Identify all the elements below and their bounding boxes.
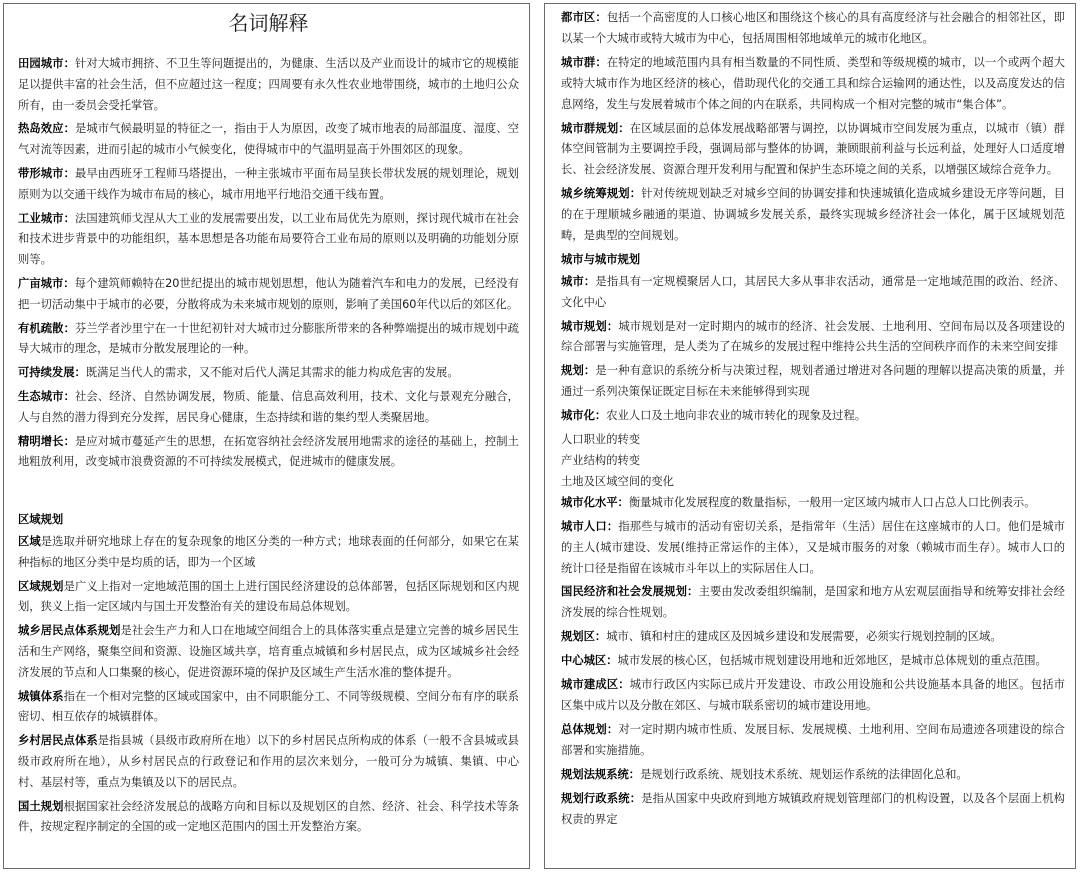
term-label: 生态城市	[18, 389, 64, 403]
terms-list-city-planning	[561, 272, 1065, 427]
term-separator: ：	[595, 55, 607, 69]
term-definition: 是选取并研究地球上存在的复杂现象的地区分类的一种方式；地球表面的任何部分，如果它在某种指标的地区分类中是均质的话，即为一个区域	[18, 534, 519, 569]
term-entry	[561, 53, 1065, 116]
term-separator: ：	[595, 11, 607, 24]
term-separator: ：	[606, 319, 619, 333]
term-separator: ：	[606, 654, 618, 668]
term-definition: 针对传统规划缺乏对城乡空间的协调安排和快速城镇化造成城乡建设无序等问题，目的在于理顺城乡融通的渠道、协调城乡发展关系，最终实现城乡经济社会一体化，属于区域规划范畴，是典型的空间规划。	[561, 187, 1065, 243]
term-definition: 芬兰学者沙里宁在一十世纪初针对大城市过分膨胀所带来的各种弊端提出的城市规划中疏导大城市的理念，是城市分散发展理论的一种。	[18, 321, 519, 356]
term-definition: 最早由西班牙工程师马塔提出，一种主张城市平面布局呈狭长带状发展的规划理论，规划原则为以交通干线作为城市布局的核心，城市用地平行地沿交通干线布置。	[18, 166, 519, 201]
term-separator: ：	[583, 364, 596, 378]
term-entry	[18, 274, 519, 316]
term-separator: ：	[594, 409, 607, 423]
term-label: 规划行政系统	[561, 791, 630, 805]
term-definition: 城市、镇和村庄的建成区及因城乡建设和发展需要，必须实行规划控制的区域。	[606, 630, 1002, 644]
term-label: 精明增长	[18, 434, 64, 448]
term-label: 规划区	[561, 630, 595, 644]
term-label: 区域规划	[18, 579, 64, 593]
term-definition: 社会、经济、自然协调发展，物质、能量、信息高效利用，技术、文化与景观充分融合，人与自然的潜力得到充分发挥，居民身心健康，生态持续和谐的集约型人类聚居地。	[18, 389, 519, 424]
term-entry	[561, 493, 1065, 514]
term-entry	[18, 532, 519, 574]
term-definition: 城市规划是对一定时期内的城市的经济、社会发展、土地利用、空间布局以及各项建设的综合部署与实施管理，是人类为了在城乡的发展过程中维持公共生活的空间秩序而作的未来空间安排	[561, 319, 1065, 354]
spacer	[18, 476, 519, 510]
term-label: 城市	[561, 274, 584, 288]
term-definition: 对一定时期内城市性质、发展目标、发展规模、土地利用、空间布局遗迹各项建设的综合部署和实施措施。	[561, 722, 1065, 757]
term-definition: 是指具有一定规模聚居人口，其居民大多从事非农活动，通常是一定地域范围的政治、经济、文化中心	[561, 274, 1065, 309]
right-page	[544, 3, 1076, 869]
term-definition: 是指县城（县级市政府所在地）以下的乡村居民点所构成的体系（一般不含县城或县级市政府所在地），从乡村居民点的行政登记和作用的层次来划分，一般可分为城镇、集镇、中心村、基层村等，重点为集镇及以下的居民点。	[18, 734, 519, 789]
term-definition: 是城市气候最明显的特征之一，指由于人为原因，改变了城市地表的局部温度、湿度、空气对流等因素，进而引起的城市小气候变化，使得城市中的气温明显高于外围郊区的现象。	[18, 122, 519, 157]
term-label: 城乡统筹规划	[561, 187, 630, 201]
term-entry	[18, 319, 519, 361]
term-label: 城市化	[561, 409, 595, 423]
term-separator: ：	[618, 121, 630, 135]
term-definition: 在特定的地域范围内具有相当数量的不同性质、类型和等级规模的城市，以一个或两个超大或特大城市作为地区经济的核心，借助现代化的交通工具和综合运输网的通达性，以及高度发达的信息网络，发生与发展着城市个体之间的内在联系，共同构成一个相对完整的城市“集合体”。	[561, 55, 1065, 111]
term-entry	[561, 720, 1065, 762]
term-separator: ：	[63, 57, 75, 70]
term-definition: 法国建筑师戈涅从大工业的发展需要出发，以工业布局优先为原则，探讨现代城市在社会和技术进步背景中的功能组织，基本思想是各功能布局要符合工业布局的原则以及明确的功能划分原则等。	[18, 211, 519, 267]
term-entry	[18, 209, 519, 271]
terms-list-regional-planning	[18, 532, 519, 838]
term-definition: 衡量城市化发展程度的数量指标，一般用一定区域内城市人口占总人口比例表示。	[628, 495, 1036, 509]
term-separator: ：	[63, 276, 75, 290]
term-entry	[561, 272, 1065, 314]
term-label: 城市群	[561, 55, 596, 69]
term-entry	[18, 687, 519, 729]
term-entry	[561, 317, 1065, 359]
term-definition: 根据国家社会经济发展总的战略方向和目标以及规划区的自然、经济、社会、科学技术等条件，按规定程序制定的全国的或一定地区范围内的国土开发整治方案。	[18, 799, 519, 834]
term-label: 城市群规划	[561, 121, 619, 135]
term-label: 规划	[561, 364, 584, 378]
term-label: 田园城市	[18, 57, 64, 70]
section-header-city-planning: 城市与城市规划	[561, 252, 641, 266]
term-separator: ：	[63, 166, 75, 180]
term-separator: ：	[594, 630, 607, 644]
term-entry	[18, 577, 519, 619]
term-entry	[18, 621, 519, 683]
term-definition: 既满足当代人的需求，又不能对后代人满足其需求的能力构成危害的发展。	[85, 366, 459, 380]
term-entry	[561, 789, 1065, 831]
term-separator: ：	[63, 389, 75, 403]
term-definition: 包括一个高密度的人口核心地区和围绕这个核心的具有高度经济与社会融合的相邻社区，即以某一个大城市或特大城市为中心，包括周围相邻地域单元的城市化地区。	[561, 11, 1065, 45]
term-definition: 是指从国家中央政府到地方城镇政府规划管理部门的机构设置，以及各个层面上机构权责的界定	[561, 791, 1065, 826]
term-entry	[18, 387, 519, 429]
term-separator: ：	[687, 585, 699, 599]
term-separator: ：	[629, 187, 642, 201]
term-entry	[18, 432, 519, 474]
term-label: 热岛效应	[18, 122, 64, 136]
urbanization-aspect: 产业结构的转变	[561, 454, 641, 468]
terms-list-planning-system	[561, 493, 1065, 831]
term-definition: 是广义上指对一定地域范围的国土上进行国民经济建设的总体部署，包括区际规划和区内规划，狭义上指一定区域内与国土开发整治有关的建设布局总体规划。	[18, 579, 519, 614]
term-label: 中心城区	[561, 654, 607, 668]
term-separator: ：	[629, 791, 642, 805]
term-entry	[18, 797, 519, 839]
term-label: 区域	[18, 534, 41, 548]
term-separator: ：	[606, 722, 619, 736]
term-entry	[18, 731, 519, 793]
term-entry	[561, 119, 1065, 182]
term-definition: 每个建筑师赖特在20世纪提出的城市规划思想，他认为随着汽车和电力的发展，已经没有把一切活动集中于城市的必要，分散将成为未来城市规划的原则，影响了美国60年代以后的郊区化。	[18, 276, 519, 311]
term-label: 国土规划	[18, 799, 64, 813]
urbanization-aspect: 土地及区域空间的变化	[561, 474, 674, 488]
term-definition: 针对大城市拥挤、不卫生等问题提出的，为健康、生活以及产业而设计的城市它的规模能足以提供丰富的社会生活，但不应超过这一程度；四周要有永久性农业地带围绕，城市的土地归公众所有，由一委员会受托掌管。	[18, 57, 519, 112]
page-title: 名词解释	[228, 11, 309, 35]
term-label: 工业城市	[18, 211, 64, 225]
term-entry	[561, 184, 1065, 247]
term-definition: 指那些与城市的活动有密切关系，是指常年（生活）居住在这座城市的人口。他们是城市的主人(城市建设、发展(维持正常运作的主体），又是城市服务的对象（赖城市而生存）。城市人口的统计口径是指留在该城市斗年以上的实际居住人口。	[561, 519, 1065, 575]
term-label: 规划法规系统	[561, 767, 629, 781]
term-separator: ：	[583, 274, 596, 288]
term-entry	[18, 164, 519, 206]
term-separator: ：	[618, 678, 630, 692]
term-label: 可持续发展	[18, 366, 75, 380]
left-page	[3, 3, 530, 869]
section-header-regional-planning: 区域规划	[18, 513, 64, 527]
term-entry	[561, 406, 1065, 427]
term-label: 城市建成区	[561, 678, 619, 692]
term-label: 广亩城市	[18, 276, 64, 290]
term-definition: 城市行政区内实际已成片开发建设、市政公用设施和公共设施基本具备的地区。包括市区集中成片以及分散在郊区、与城市联系密切的城市建设用地。	[561, 678, 1065, 712]
terms-list-urban-theory	[18, 54, 519, 473]
term-separator: ：	[628, 767, 641, 781]
term-label: 有机疏散	[18, 321, 64, 335]
term-label: 城镇体系	[18, 689, 64, 703]
term-separator: ：	[606, 519, 619, 533]
term-separator: ：	[63, 211, 75, 225]
term-entry	[18, 119, 519, 161]
urbanization-aspects-list	[561, 430, 1065, 493]
term-label: 城市化水平	[561, 495, 618, 509]
urbanization-aspect: 人口职业的转变	[561, 433, 641, 447]
term-definition: 是应对城市蔓延产生的思想，在拓宽容纳社会经济发展用地需求的途径的基础上，控制土地粗放利用，改变城市浪费资源的不可持续发展模式，促进城市的健康发展。	[18, 434, 519, 469]
term-definition: 城市发展的核心区，包括城市规划建设用地和近郊地区，是城市总体规划的重点范围。	[617, 654, 1047, 668]
term-definition: 农业人口及土地向非农业的城市转化的现象及过程。	[606, 409, 867, 423]
term-definition: 是社会生产力和人口在地域空间组合上的具体落实重点是建立完善的城乡居民生活和生产网络，聚集空间和资源、设施区域共享，培育重点城镇和乡村居民点，成为区域城乡社会经济发展的节点和人口集聚的核心，促进资源环境的保护及区域生产生活水准的整体提升。	[18, 624, 519, 679]
term-entry	[561, 651, 1065, 672]
term-label: 城市规划	[561, 319, 607, 333]
term-separator: ：	[63, 321, 75, 335]
term-entry	[561, 765, 1065, 786]
term-entry	[18, 363, 519, 384]
term-definition: 是规划行政系统、规划技术系统、规划运作系统的法律固化总和。	[640, 767, 968, 781]
term-entry	[561, 582, 1065, 624]
term-definition: 主要由发改委组织编制，是国家和地方从宏观层面指导和统筹安排社会经济发展的综合性规划。	[561, 585, 1065, 620]
term-separator: ：	[63, 434, 75, 448]
term-definition: 指在一个相对完整的区域或国家中，由不同职能分工、不同等级规模、空间分布有序的联系密切、相互依存的城镇群体。	[18, 689, 519, 724]
term-label: 城乡居民点体系规划	[18, 624, 121, 638]
term-entry	[561, 627, 1065, 648]
term-entry	[561, 675, 1065, 717]
term-label: 都市区	[561, 11, 596, 24]
term-entry	[18, 54, 519, 116]
term-label: 总体规划	[561, 722, 607, 736]
term-separator: ：	[617, 495, 629, 509]
term-label: 乡村居民点体系	[18, 734, 98, 748]
term-definition: 是一种有意识的系统分析与决策过程，规划者通过增进对各问题的理解以提高决策的质量，并通过一系列决策保证既定目标在未来能够得到实现	[561, 364, 1065, 399]
term-entry	[561, 361, 1065, 403]
term-separator: ：	[74, 366, 86, 380]
term-label: 城市人口	[561, 519, 607, 533]
term-label: 带形城市	[18, 166, 64, 180]
term-definition: 在区域层面的总体发展战略部署与调控，以协调城市空间发展为重点，以城市（镇）群体空间管制为主要调控手段，强调局部与整体的协调，兼顾眼前利益与长远利益，处理好人口适度增长、社会经济发展、资源合理开发利用与配置和保护生态环境之间的关系，以增强区域综合竞争力。	[561, 121, 1065, 177]
term-entry	[561, 8, 1065, 50]
term-label: 国民经济和社会发展规划	[561, 585, 688, 599]
term-entry	[561, 517, 1065, 580]
terms-list-urban-regions	[561, 8, 1065, 247]
term-separator: ：	[63, 122, 75, 136]
